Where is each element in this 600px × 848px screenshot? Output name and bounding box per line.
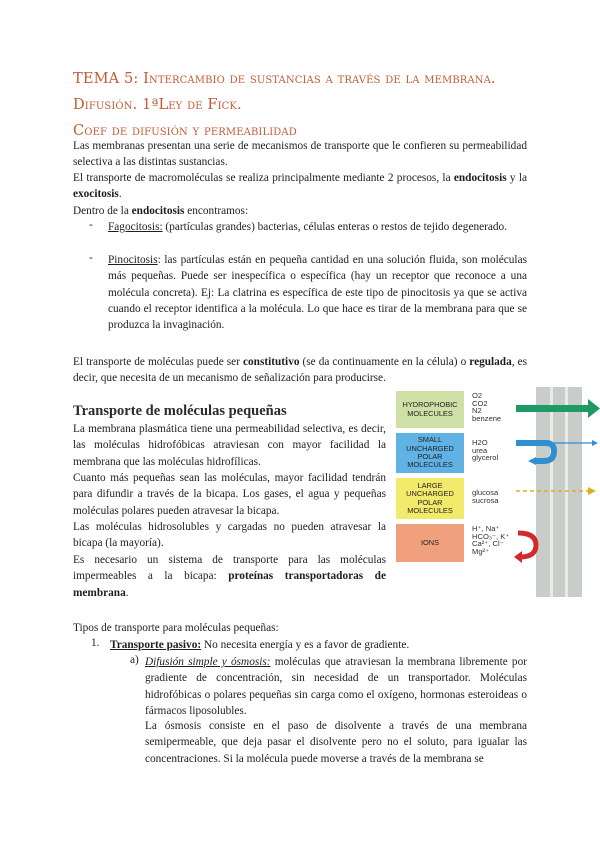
small-polar-return-head bbox=[528, 457, 536, 465]
osmosis-paragraph: La ósmosis consiste en el paso de disolvente a través de una membrana semipermeable, que deja pasar el disolvente pero no el soluto, para igualar las concentraciones. Si la molécula puede moverse a través de la membrana se bbox=[145, 720, 527, 765]
bullet-dash: - bbox=[89, 219, 93, 231]
simple-diffusion-term: Difusión simple y ósmosis: bbox=[145, 656, 271, 668]
intro-paragraph: Las membranas presentan una serie de mecanismos de transporte que le confieren su permeabilidad selectiva a las distintas sustancias. bbox=[73, 140, 527, 169]
ions-arrow-head bbox=[514, 551, 522, 563]
section-paragraph-2: Cuanto más pequeñas sean las moléculas, mayor facilidad tendrán para difundir a través de la bicapa. Los gases, el agua y pequeñas moléculas polares pueden atravesar la bicapa. bbox=[73, 472, 386, 517]
small-polar-box: SMALL UNCHARGED POLAR MOLECULES bbox=[396, 433, 464, 473]
fagocitosis-item: Fagocitosis: (partículas grandes) bacterias, células enteras o restos de tejido degenerado. bbox=[108, 221, 508, 233]
bullet-dash: - bbox=[89, 252, 93, 264]
small-polar-molecules: H2O urea glycerol bbox=[472, 438, 499, 463]
hydrophobic-box: HYDROPHOBIC MOLECULES bbox=[396, 391, 464, 428]
title-line-1: TEMA 5: Intercambio de sustancias a través de la membrana. Difusión. 1ªLey de Fick. bbox=[73, 70, 496, 113]
transport-regulation-paragraph: El transporte de moléculas puede ser constitutivo (se da continuamente en la célula) o regulada, es decir, que necesita de un mecanismo de señalización para producirse. bbox=[73, 356, 528, 385]
large-polar-arrow bbox=[516, 487, 596, 495]
endocitosis-term: endocitosis bbox=[453, 172, 507, 184]
large-polar-box: LARGE UNCHARGED POLAR MOLECULES bbox=[396, 478, 464, 519]
pinocitosis-item: Pinocitosis: las partículas están en pequeña cantidad en una solución fluida, son moléculas más pequeñas. Puede ser inespecífica o específica (hay un receptor que reconoce a una molécula concreta). Ej: La clatrina es específica de este tipo de pinocitosis ya que se activa cuando el receptor identifica a la molécula. Lo que hace es tirar de la membrana para que se produzca la invaginación. bbox=[108, 254, 527, 332]
passive-transport-item: Transporte pasivo: No necesita energía y es a favor de gradiente. bbox=[110, 639, 410, 651]
macromolecule-paragraph: El transporte de macromoléculas se realiza principalmente mediante 2 procesos, la endocitosis y la exocitosis. bbox=[73, 172, 527, 201]
fagocitosis-term: Fagocitosis: bbox=[108, 221, 163, 233]
hydrophobic-molecules: O2 CO2 N2 benzene bbox=[472, 391, 502, 423]
types-intro: Tipos de transporte para moléculas pequeñas: bbox=[73, 622, 279, 634]
pinocitosis-term: Pinocitosis bbox=[108, 254, 158, 266]
title-line-2: Coef de difusión y permeabilidad bbox=[73, 122, 297, 139]
list-number-1: 1. bbox=[91, 637, 100, 649]
section-paragraph-3: Las moléculas hidrosolubles y cargadas no pueden atravesar la bicapa (la mayoría). bbox=[73, 521, 386, 550]
permeability-figure bbox=[396, 387, 600, 597]
section-paragraph-4: Es necesario un sistema de transporte para las moléculas impermeables a la bicapa: proteínas transportadoras de membrana. bbox=[73, 554, 386, 599]
hydrophobic-arrow bbox=[516, 399, 600, 418]
list-letter-a: a) bbox=[130, 654, 139, 666]
passive-transport-term: Transporte pasivo: bbox=[110, 639, 202, 651]
transport-arrows bbox=[396, 387, 600, 597]
carrier-proteins-term: proteínas transportadoras de membrana bbox=[73, 570, 386, 599]
small-polar-pass-arrow bbox=[554, 440, 598, 446]
section-heading: Transporte de moléculas pequeñas bbox=[73, 403, 287, 419]
simple-diffusion-item: Difusión simple y ósmosis: moléculas que atraviesan la membrana libremente por gradiente de concentración, sin necesidad de un transportador. Moléculas hidrofóbicas o polares pequeñas sin carga como el oxígeno, hormonas esteroideas o fármacos liposolubles. bbox=[145, 656, 527, 717]
page-title bbox=[73, 66, 543, 144]
large-polar-molecules: glucosa sucrosa bbox=[472, 488, 499, 505]
endocitosis-intro: Dentro de la endocitosis encontramos: bbox=[73, 205, 249, 217]
ions-box: IONS bbox=[396, 524, 464, 562]
exocitosis-term: exocitosis bbox=[73, 188, 119, 201]
ion-list: H⁺, Na⁺ HCO₃⁻, K⁺ Ca²⁺, Cl⁻ Mg²⁺ bbox=[472, 524, 510, 556]
section-paragraph-1: La membrana plasmática tiene una permeabilidad selectiva, es decir, las moléculas hidrofóbicas atraviesan con mayor facilidad la membrana que las moléculas hidrofílicas. bbox=[73, 423, 386, 468]
